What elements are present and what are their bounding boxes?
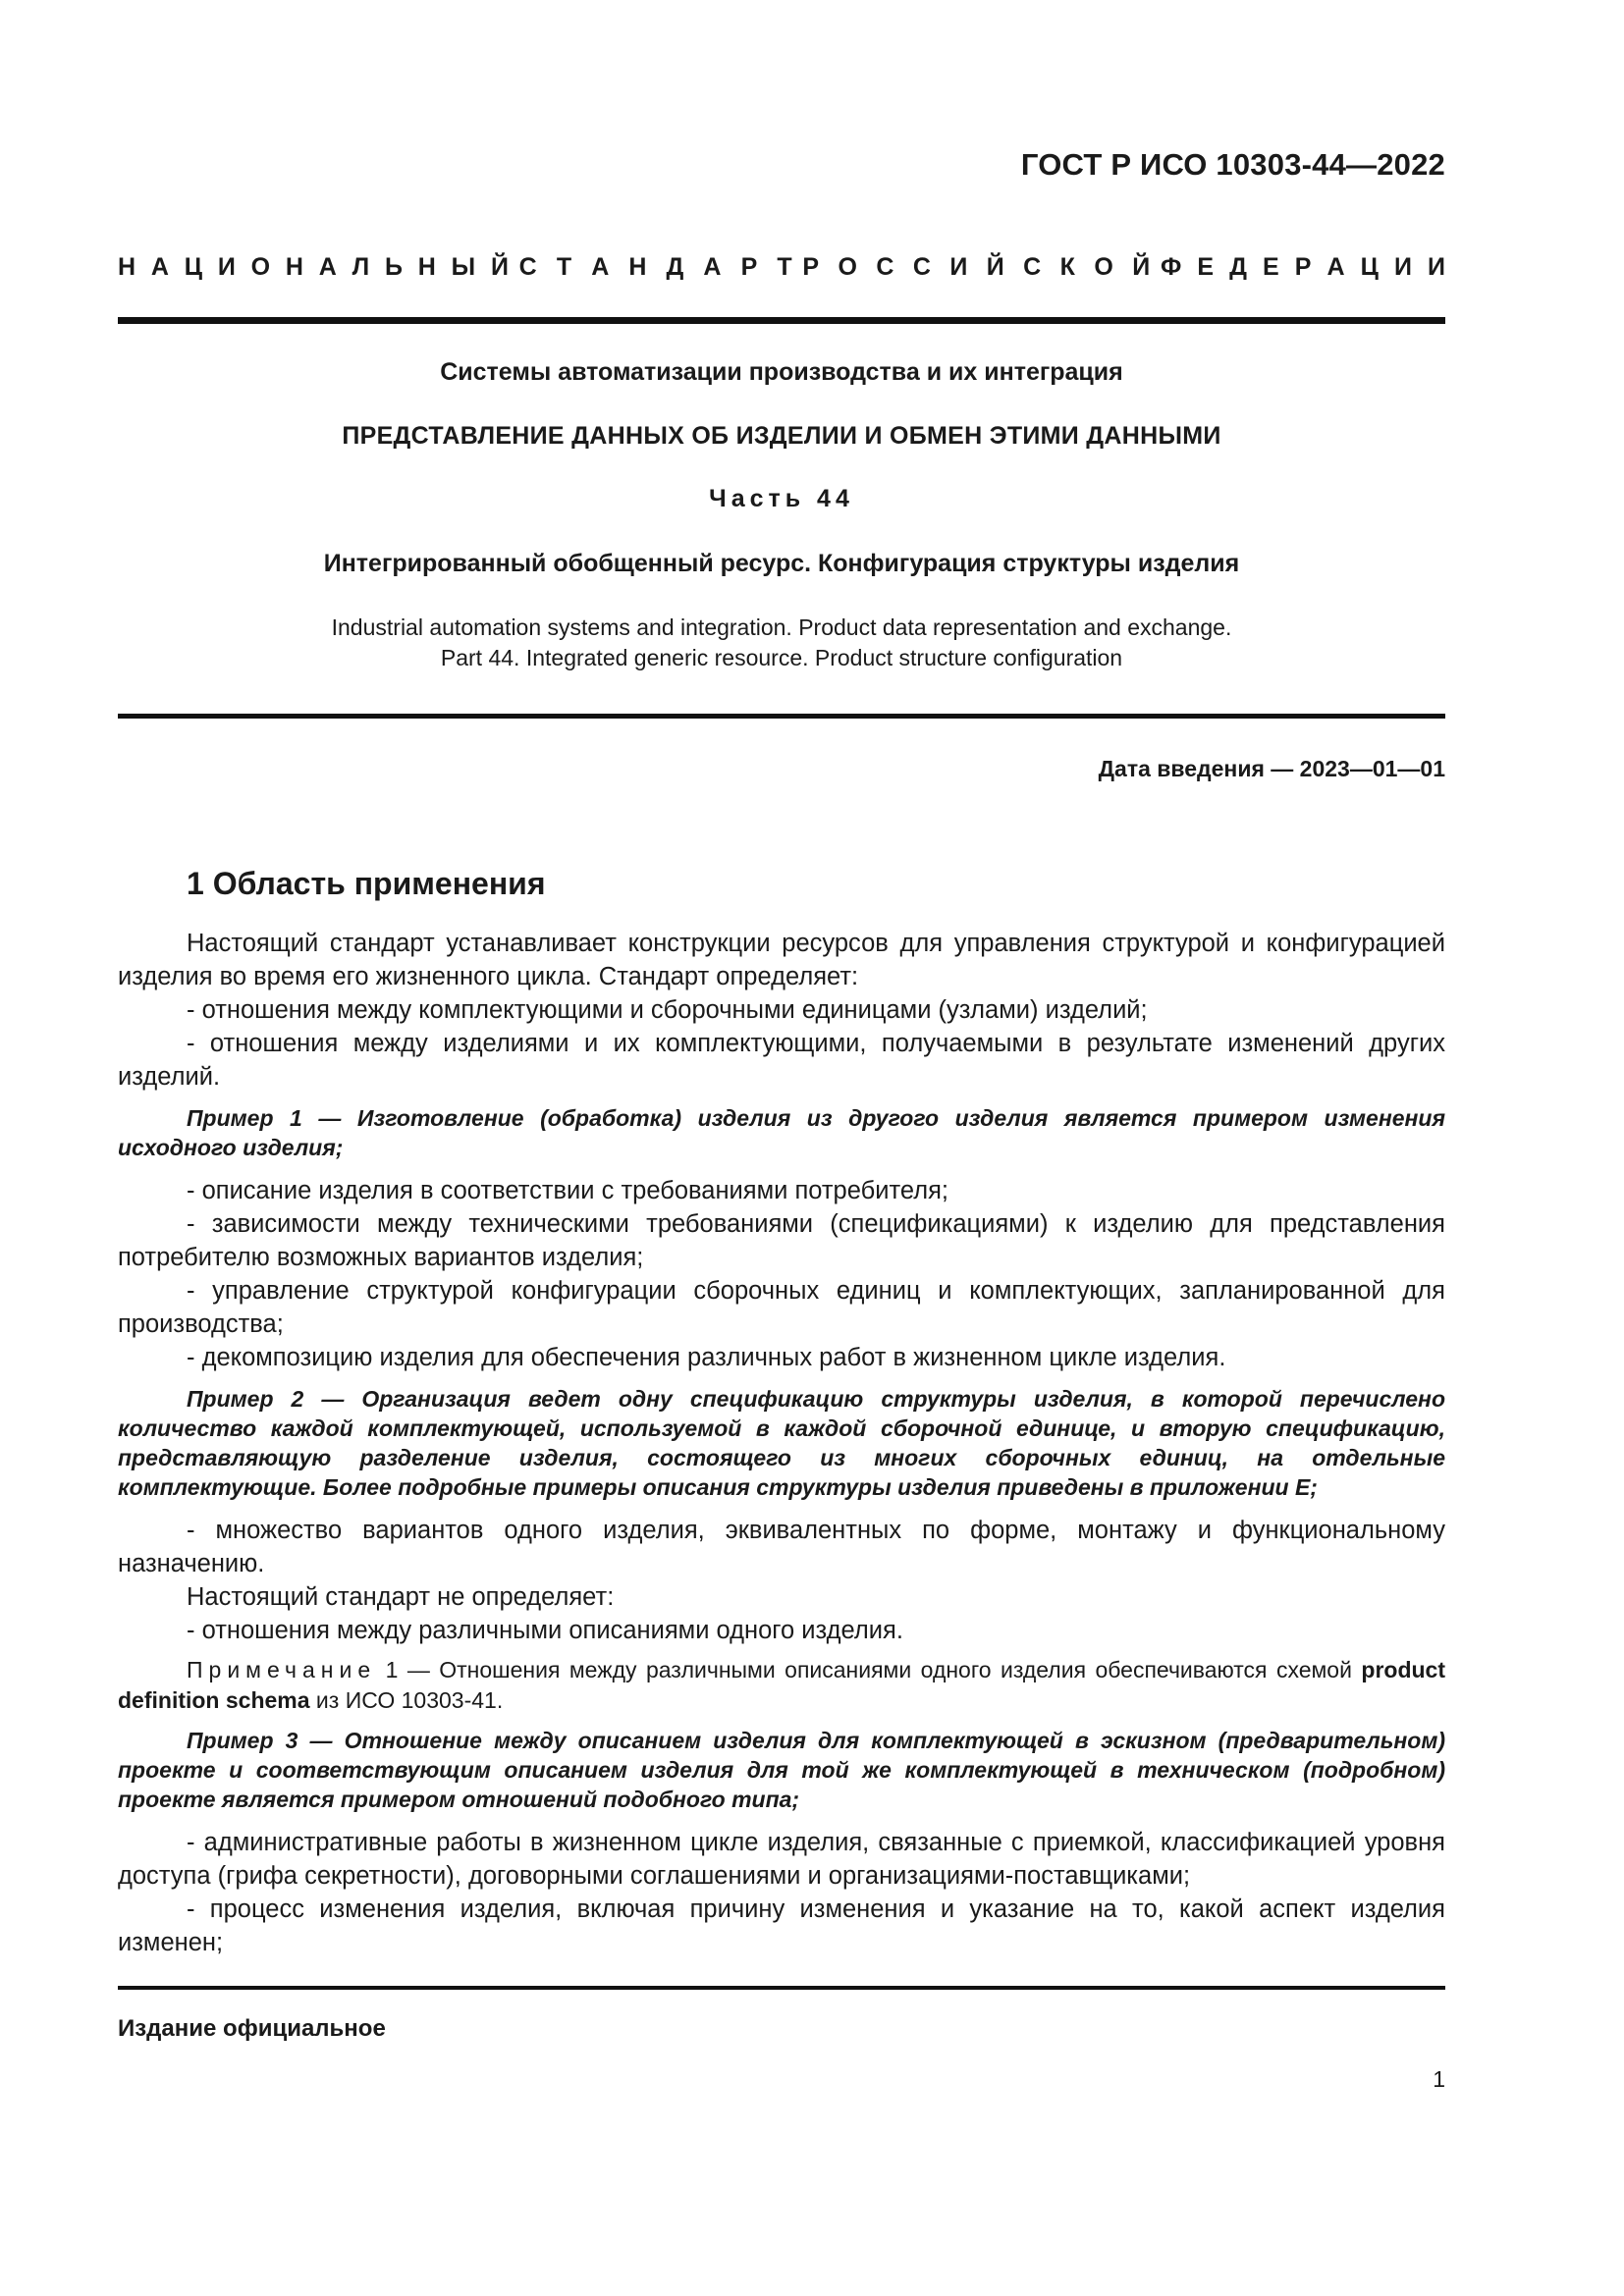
list-item: - отношения между различными описаниями одного изделия.	[187, 1617, 903, 1644]
list-item: - административные работы в жизненном цикле изделия, связанные с приемкой, классификацией уровня доступа (грифа секретности), договорными соглашениями и организациями-поставщиками;	[118, 1829, 1445, 1890]
english-title-line-2: Part 44. Integrated generic resource. Product structure configuration	[440, 645, 1123, 670]
note-tail: из ИСО 10303-41.	[309, 1687, 504, 1713]
section-body	[118, 927, 1445, 1959]
note-label: Примечание	[187, 1657, 377, 1682]
series-title: Системы автоматизации производства и их интеграция	[440, 358, 1123, 386]
section-heading: 1 Область применения	[187, 866, 546, 901]
list-item: - декомпозицию изделия для обеспечения различных работ в жизненном цикле изделия.	[187, 1344, 1226, 1371]
official-edition-label: Издание официальное	[118, 2015, 386, 2042]
list-item: - процесс изменения изделия, включая причину изменения и указание на то, какой аспект изделия изменен;	[118, 1896, 1445, 1956]
list-item: - отношения между комплектующими и сборочными единицами (узлами) изделий;	[187, 996, 1148, 1024]
banner-word-1: Н А Ц И О Н А Л Ь Н Ы Й	[118, 253, 509, 281]
example-2: Пример 2 — Организация ведет одну спецификацию структуры изделия, в которой перечислено количество каждой комплектующей, используемой в каждой сборочной единице, и вторую спецификацию, представляющую разделение изделия, состоящего из многих сборочных единиц, на отдельные комплектующие. Более подробные примеры описания структуры изделия приведены в приложении Е;	[118, 1386, 1445, 1500]
subtitle: Интегрированный обобщенный ресурс. Конфигурация структуры изделия	[323, 550, 1240, 577]
banner-word-3: Р О С С И Й С К О Й	[802, 253, 1151, 281]
list-item: - зависимости между техническими требованиями (спецификациями) к изделию для представления потребителю возможных вариантов изделия;	[118, 1210, 1445, 1271]
list-item: - множество вариантов одного изделия, эквивалентных по форме, монтажу и функциональному назначению.	[118, 1517, 1445, 1577]
example-3: Пример 3 — Отношение между описанием изделия для комплектующей в эскизном (предварительном) проекте и соответствующим описанием изделия для той же комплектующей в техническом (подробном) проекте является примером отношений подобного типа;	[118, 1728, 1445, 1812]
note-schema-name: product definition schema	[118, 1657, 1445, 1713]
page-number: 1	[1433, 2066, 1445, 2092]
note-1	[118, 1655, 1445, 1716]
list-item: - отношения между изделиями и их комплектующими, получаемыми в результате изменений других изделий.	[118, 1030, 1445, 1091]
example-1: Пример 1 — Изготовление (обработка) изделия из другого изделия является примером изменения исходного изделия;	[118, 1105, 1445, 1160]
header-rule	[118, 317, 1445, 324]
main-title: ПРЕДСТАВЛЕНИЕ ДАННЫХ ОБ ИЗДЕЛИИ И ОБМЕН ЭТИМИ ДАННЫМИ	[342, 422, 1221, 450]
introduction-date: Дата введения — 2023—01—01	[1098, 756, 1445, 781]
banner-word-2: С Т А Н Д А Р Т	[518, 253, 792, 281]
english-title	[118, 613, 1445, 673]
standard-code: ГОСТ Р ИСО 10303-44—2022	[1020, 147, 1445, 182]
paragraph: Настоящий стандарт не определяет:	[187, 1583, 615, 1611]
list-item: - управление структурой конфигурации сборочных единиц и комплектующих, запланированной для производства;	[118, 1277, 1445, 1338]
list-item: - описание изделия в соответствии с требованиями потребителя;	[187, 1177, 948, 1204]
paragraph: Настоящий стандарт устанавливает конструкции ресурсов для управления структурой и конфигурацией изделия во время его жизненного цикла. Стандарт определяет:	[118, 930, 1445, 990]
footer-rule	[118, 1986, 1445, 1990]
national-standard-banner	[118, 253, 1445, 282]
banner-word-4: Ф Е Д Е Р А Ц И И	[1160, 253, 1445, 281]
note-text: 1 — Отношения между различными описаниями одного изделия обеспечиваются схемой	[376, 1657, 1362, 1682]
english-title-line-1: Industrial automation systems and integration. Product data representation and exchange.	[331, 614, 1232, 640]
part-title: Часть 44	[709, 485, 854, 512]
title-rule	[118, 714, 1445, 719]
